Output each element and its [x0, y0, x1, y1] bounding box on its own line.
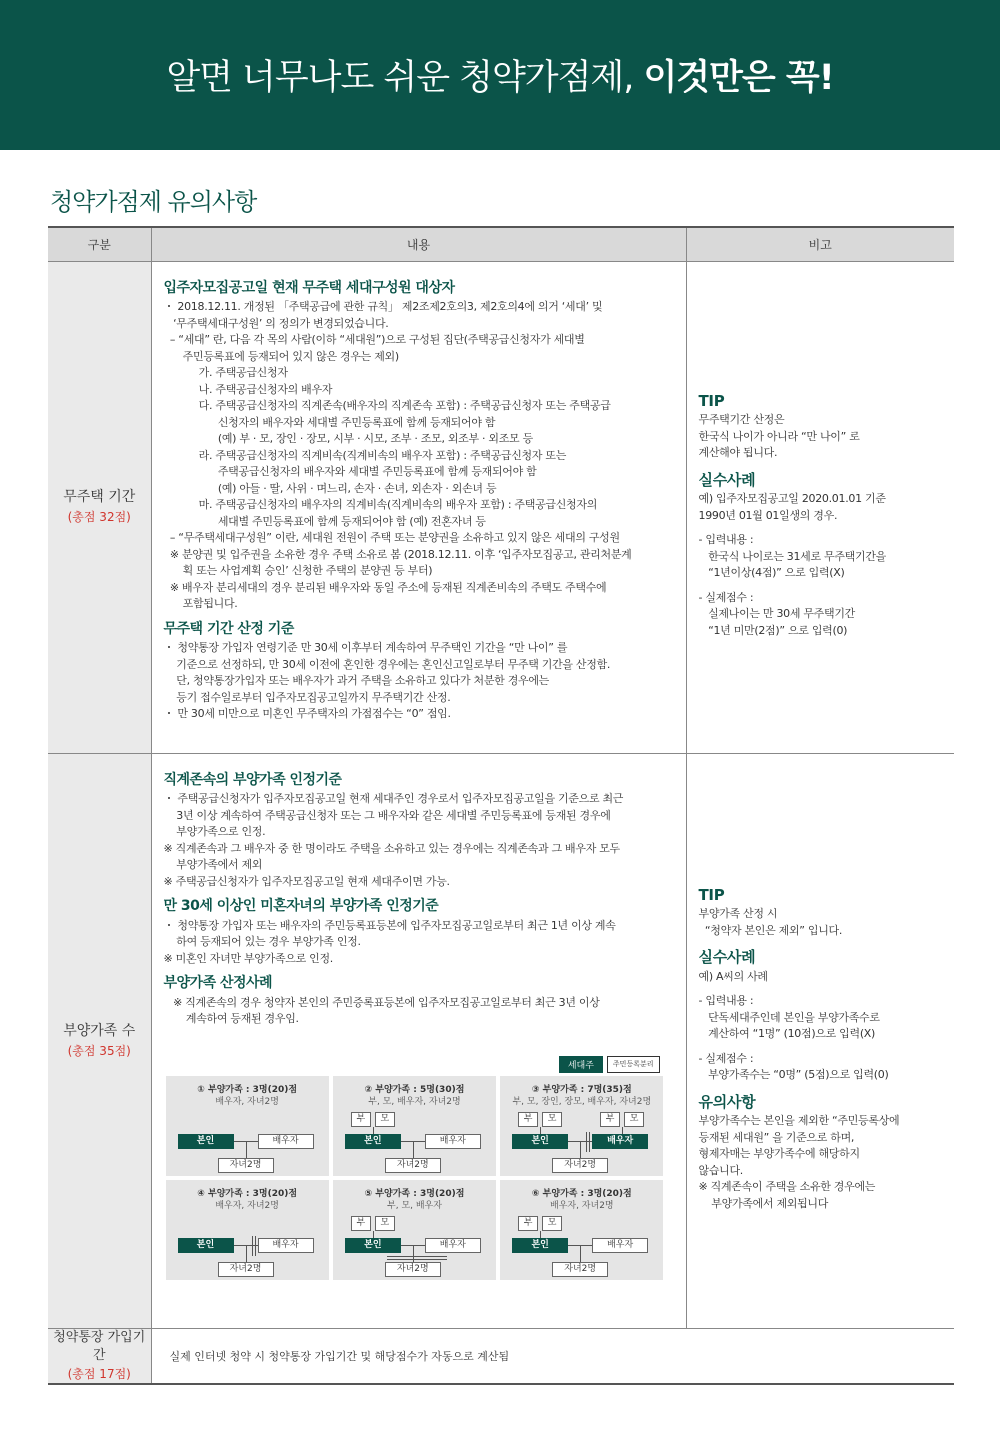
content-body [152, 754, 686, 1042]
category-points: (총점 32점) [67, 510, 131, 524]
subscription-text: 실제 인터넷 청약 시 청약통장 가입기간 및 해당점수가 자동으로 계산됨 [169, 1349, 510, 1363]
block-heading: 만 30세 이상인 미혼자녀의 부양가족 인정기준 [163, 898, 439, 914]
father-box: 부 [351, 1112, 371, 1127]
block-line: ・ 주택공급신청자가 입주자모집공고일 현재 세대주인 경우로서 입주자모집공고일을 기준으로 최근 [163, 792, 624, 805]
panel-title: ⑥ 부양가족 : 3명(20)점 [531, 1188, 632, 1199]
panel-members: 부, 모, 장인, 장모, 배우자, 자녀2명 [512, 1096, 652, 1107]
block-heading: 부양가족 산정사례 [163, 975, 273, 991]
diagram-legend [559, 1056, 660, 1073]
remarks-body [687, 859, 955, 1223]
note-heading: TIP [698, 391, 725, 410]
block-line: 라. 주택공급신청자의 직계비속(직계비속의 배우자 포함) : 주택공급신청자 또는 [163, 448, 567, 462]
remarks-body [687, 365, 955, 650]
mother-box: 모 [375, 1112, 395, 1127]
block-line: 3년 이상 계속하여 주택공급신청자 또는 그 배우자와 같은 세대별 주민등록표에 등재된 경우에 [163, 808, 611, 822]
row-homeless-period [48, 261, 954, 753]
note-line: 1990년 01월 01일생의 경우. [698, 508, 838, 522]
connector-line [580, 1245, 581, 1263]
block-line: ‘무주택세대구성원’ 의 정의가 변경되었습니다. [163, 316, 389, 330]
block-line: (예) 아들 · 딸, 사위 · 며느리, 손자 · 손녀, 외손자 · 외손녀 등 [163, 481, 497, 495]
spouse-box: 배우자 [592, 1238, 648, 1253]
note-heading: 실수사례 [698, 470, 756, 489]
connector-line [387, 1259, 447, 1260]
block-line: 하여 등재되어 있는 경우 부양가족 인정. [163, 935, 361, 948]
connector-line [413, 1141, 414, 1159]
block-line: 마. 주택공급신청자의 배우자의 직계비속(직계비속의 배우자 포함) : 주택공급신청자의 [163, 498, 598, 511]
note-line: 한국식 나이로는 31세로 무주택기간을 [698, 549, 886, 563]
dependents-diagram [166, 1056, 666, 1294]
block-heading: 무주택 기간 산정 기준 [163, 620, 294, 637]
row-subscription-period [48, 1328, 954, 1384]
note-line: - 입력내용 : [698, 994, 754, 1008]
content-body [152, 262, 686, 737]
content-cell [151, 1328, 954, 1384]
header-remarks: 비고 [686, 227, 954, 261]
legend-separate-registration: 주민등록분리 [607, 1056, 660, 1073]
block-line: ※ 주택공급신청자가 입주자모집공고일 현재 세대주이면 가능. [163, 874, 450, 888]
diagram-panel [500, 1076, 663, 1176]
header-category: 구분 [48, 227, 151, 261]
header-content: 내용 [151, 227, 686, 261]
note-line: “청약자 본인은 제외” 입니다. [698, 923, 843, 937]
category-label: 부양가족 수 [63, 1022, 136, 1039]
panel-title: ③ 부양가족 : 7명(35)점 [531, 1084, 632, 1095]
panel-title: ⑤ 부양가족 : 3명(20)점 [364, 1188, 465, 1199]
panel-members: 부, 모, 배우자 [387, 1200, 442, 1211]
content-cell [151, 753, 686, 1328]
panel-members: 배우자, 자녀2명 [550, 1200, 614, 1211]
block-line: 부양가족에서 제외 [163, 858, 263, 871]
connector-line [255, 1236, 256, 1256]
header-banner [0, 0, 1000, 150]
block-line: (예) 부 · 모, 장인 · 장모, 시부 · 시모, 조부 · 조모, 외조부 · 외조모 등 [163, 432, 533, 445]
block-line: 주민등록표에 등재되어 있지 않은 경우는 제외) [163, 349, 399, 363]
category-cell [48, 753, 151, 1328]
block-line: – “세대” 란, 다음 각 목의 사람(이하 “세대원”)으로 구성된 집단(주택공급신청자가 세대별 [163, 333, 585, 346]
spouse-box: 배우자 [258, 1238, 314, 1253]
block-line: 세대별 주민등록표에 함께 등재되어야 함 (예) 전혼자녀 등 [163, 514, 486, 528]
self-box: 본인 [345, 1238, 401, 1253]
self-box: 본인 [512, 1238, 568, 1253]
mother-box: 모 [375, 1216, 395, 1231]
note-line: - 입력내용 : [698, 533, 754, 547]
children-box: 자녀2명 [218, 1262, 274, 1277]
note-line: ※ 직계존속이 주택을 소유한 경우에는 [698, 1180, 876, 1194]
category-cell [48, 261, 151, 753]
diagram-panel [166, 1180, 329, 1280]
self-box: 본인 [178, 1238, 234, 1253]
row-dependents [48, 753, 954, 1328]
category-label: 무주택 기간 [63, 489, 136, 505]
category-points: (총점 35점) [67, 1043, 131, 1058]
note-line: - 실제점수 : [698, 590, 754, 604]
spouse-box: 배우자 [425, 1134, 481, 1149]
connector-line [589, 1132, 590, 1152]
spouse-box: 배우자 [258, 1134, 314, 1149]
children-box: 자녀2명 [552, 1158, 608, 1173]
note-line: 계산해야 됩니다. [698, 446, 778, 460]
note-line: “1년이상(4점)” 으로 입력(X) [698, 566, 845, 580]
block-line: 등기 접수일로부터 입주자모집공고일까지 무주택기간 산정. [163, 690, 451, 704]
connector-line [580, 1141, 581, 1159]
block-line: ※ 미혼인 자녀만 부양가족으로 인정. [163, 951, 333, 965]
mother-in-law-box: 모 [624, 1112, 644, 1127]
children-box: 자녀2명 [218, 1158, 274, 1173]
children-box: 자녀2명 [552, 1262, 608, 1277]
mother-box: 모 [542, 1112, 562, 1127]
father-box: 부 [351, 1216, 371, 1231]
connector-line [246, 1141, 247, 1159]
note-line: 부양가족 산정 시 [698, 907, 778, 921]
category-points: (총점 17점) [67, 1366, 131, 1381]
connector-line [246, 1245, 247, 1263]
block-line: 획 또는 사업계획 승인’ 신청한 주택의 분양권 등 부터) [163, 564, 433, 577]
note-line: 예) 입주자모집공고일 2020.01.01 기준 [698, 492, 886, 506]
self-box: 본인 [178, 1134, 234, 1149]
diagram-panels [166, 1076, 664, 1280]
content-cell [151, 261, 686, 753]
note-line: 않습니다. [698, 1163, 744, 1177]
block-line: 계속하여 등재된 경우임. [163, 1012, 299, 1025]
remarks-cell [686, 261, 954, 753]
block-line: 부양가족으로 인정. [163, 825, 266, 838]
note-heading: 실수사례 [698, 948, 756, 967]
note-line: 계산하여 “1명” (10점)으로 입력(X) [698, 1027, 876, 1041]
block-line: ・ 청약통장 가입자 연령기준 만 30세 이후부터 계속하여 무주택인 기간을 “만 나이” 를 [163, 641, 568, 654]
connector-line [586, 1132, 587, 1152]
section-title: 청약가점제 유의사항 [50, 188, 257, 216]
father-in-law-box: 부 [600, 1112, 620, 1127]
note-line: 무주택기간 산정은 [698, 413, 785, 427]
diagram-panel [333, 1076, 496, 1176]
connector-line [252, 1236, 253, 1256]
note-line: 한국식 나이가 아니라 “만 나이” 로 [698, 429, 860, 443]
note-heading: TIP [698, 885, 725, 904]
children-box: 자녀2명 [385, 1262, 441, 1277]
note-line: 실제나이는 만 30세 무주택기간 [698, 607, 855, 621]
panel-members: 배우자, 자녀2명 [215, 1200, 279, 1211]
block-line: ※ 직계존속과 그 배우자 중 한 명이라도 주택을 소유하고 있는 경우에는 직계존속과 그 배우자 모두 [163, 841, 620, 855]
note-line: - 실제점수 : [698, 1051, 754, 1065]
note-line: 등재된 세대원” 을 기준으로 하며, [698, 1130, 855, 1144]
connector-line [413, 1245, 414, 1263]
diagram-panel [333, 1180, 496, 1280]
note-line: “1년 미만(2점)” 으로 입력(0) [698, 623, 848, 637]
father-box: 부 [518, 1112, 538, 1127]
block-line: 나. 주택공급신청자의 배우자 [163, 382, 333, 396]
note-line: 예) A씨의 사례 [698, 969, 768, 983]
note-heading: 유의사항 [698, 1092, 756, 1111]
self-box: 본인 [512, 1134, 568, 1149]
category-cell [48, 1328, 151, 1384]
connector-line [387, 1256, 447, 1257]
panel-title: ② 부양가족 : 5명(30)점 [364, 1084, 465, 1095]
self-box: 본인 [345, 1134, 401, 1149]
block-line: 단, 청약통장가입자 또는 배우자가 과거 주택을 소유하고 있다가 처분한 경우에는 [163, 674, 550, 687]
note-line: 부양가족에서 제외됩니다 [698, 1196, 829, 1210]
block-line: 주택공급신청자의 배우자와 세대별 주민등록표에 함께 등재되어야 함 [163, 465, 537, 478]
block-heading: 입주자모집공고일 현재 무주택 세대구성원 대상자 [163, 279, 455, 296]
block-heading: 직계존속의 부양가족 인정기준 [163, 771, 342, 788]
spouse-box: 배우자 [592, 1134, 648, 1149]
father-box: 부 [518, 1216, 538, 1231]
mother-box: 모 [542, 1216, 562, 1231]
note-line [699, 524, 945, 532]
block-line: 가. 주택공급신청자 [163, 366, 288, 379]
note-line: 단독세대주인데 본인을 부양가족수로 [698, 1010, 880, 1024]
block-line: – “무주택세대구성원” 이란, 세대원 전원이 주택 또는 분양권을 소유하고 있지 않은 세대의 구성원 [163, 531, 620, 544]
block-line: ※ 직계존속의 경우 청약자 본인의 주민증록표등본에 입주자모집공고일로부터 최근 3년 이상 [163, 995, 600, 1009]
panel-members: 부, 모, 배우자, 자녀2명 [368, 1096, 461, 1107]
points-table [48, 226, 954, 1385]
children-box: 자녀2명 [385, 1158, 441, 1173]
block-line: 기준으로 선정하되, 만 30세 이전에 혼인한 경우에는 혼인신고일로부터 무주택 기간을 산정함. [163, 657, 611, 671]
spouse-box: 배우자 [425, 1238, 481, 1253]
block-line: 신청자의 배우자와 세대별 주민등록표에 함께 등재되어야 함 [163, 415, 496, 429]
category-label: 청약통장 가입기간 [53, 1329, 146, 1363]
block-line: 포함됩니다. [163, 597, 238, 610]
panel-title: ① 부양가족 : 3명(20)점 [197, 1084, 298, 1095]
note-line: 부양가족수는 “0명” (5점)으로 입력(0) [698, 1068, 889, 1082]
note-line [699, 985, 945, 993]
panel-members: 배우자, 자녀2명 [215, 1096, 279, 1107]
note-line [699, 582, 945, 590]
remarks-cell [686, 753, 954, 1328]
block-line: ・ 2018.12.11. 개정된 「주택공급에 관한 규칙」 제2조제2호의3, 제2호의4에 의거 ‘세대’ 및 [163, 300, 603, 313]
banner-title: 알면 너무나도 쉬운 청약가점제, 이것만은 꼭! [166, 58, 834, 98]
block-line: ・ 만 30세 미만으로 미혼인 무주택자의 가점점수는 “0” 점임. [163, 707, 451, 720]
block-line: 다. 주택공급신청자의 직계존속(배우자의 직계존속 포함) : 주택공급신청자 또는 주택공급 [163, 399, 611, 412]
panel-title: ④ 부양가족 : 3명(20)점 [197, 1188, 298, 1199]
diagram-panel [166, 1076, 329, 1176]
block-line: ・ 청약통장 가입자 또는 배우자의 주민등록표등본에 입주자모집공고일로부터 최근 1년 이상 계속 [163, 918, 616, 932]
legend-head-of-household: 세대주 [559, 1056, 603, 1073]
note-line [699, 1043, 945, 1051]
note-line: 형제자매는 부양가족수에 해당하지 [698, 1147, 860, 1161]
block-line: ※ 분양권 및 입주권을 소유한 경우 주택 소유로 봄 (2018.12.11. 이후 ‘입주자모집공고, 관리처분계 [163, 547, 632, 561]
diagram-panel [500, 1180, 663, 1280]
block-line: ※ 배우자 분리세대의 경우 분리된 배우자와 동일 주소에 등재된 직계존비속의 주택도 주택수에 [163, 580, 607, 594]
note-line: 부양가족수는 본인을 제외한 “주민등록상에 [698, 1114, 900, 1128]
